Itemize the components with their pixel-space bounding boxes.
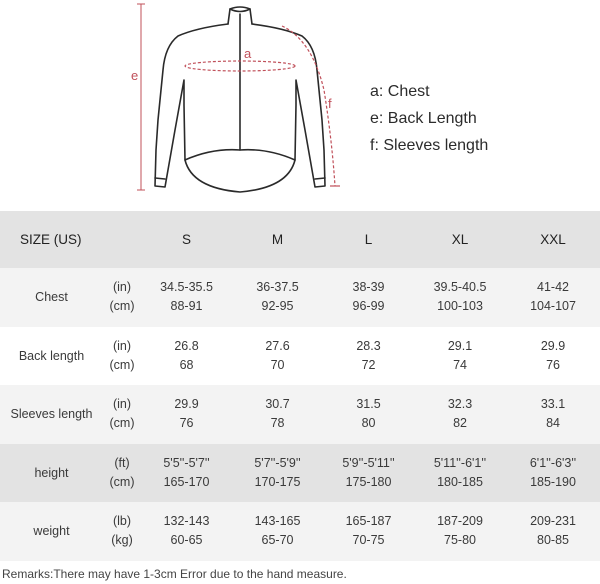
value-metric: 70-75 xyxy=(352,533,385,548)
label-e: e xyxy=(131,68,139,83)
row-label: Sleeves length xyxy=(10,407,93,422)
value-metric: 78 xyxy=(270,416,285,431)
table-row xyxy=(0,444,600,503)
value-primary-unit: 36-37.5 xyxy=(256,280,299,295)
size-cell xyxy=(506,327,600,386)
value-metric: 74 xyxy=(453,357,467,372)
value-primary-unit: 29.9 xyxy=(174,397,199,412)
value-primary-unit: 209-231 xyxy=(530,514,576,529)
label-f: f xyxy=(328,96,332,111)
size-header-xxl: XXL xyxy=(540,232,566,247)
value-primary-unit: 29.9 xyxy=(540,338,566,353)
size-cell xyxy=(414,444,506,503)
size-header-l: L xyxy=(364,232,373,247)
size-cell xyxy=(141,502,232,561)
value-primary-unit: 143-165 xyxy=(254,514,301,529)
size-cell xyxy=(141,444,232,503)
unit-label: (cm) xyxy=(109,357,135,372)
value-metric: 100-103 xyxy=(437,299,483,314)
value-primary-unit: 28.3 xyxy=(356,338,381,353)
size-cell xyxy=(414,502,506,561)
unit-label: (ft) xyxy=(114,455,130,470)
value-primary-unit: 38-39 xyxy=(352,280,385,295)
value-primary-unit: 165-187 xyxy=(345,514,392,529)
value-metric: 84 xyxy=(546,416,560,431)
value-primary-unit: 5'11''-6'1'' xyxy=(433,455,487,470)
unit-label: (kg) xyxy=(111,533,133,548)
value-primary-unit: 27.6 xyxy=(265,338,290,353)
size-cell xyxy=(506,268,600,327)
value-primary-unit: 41-42 xyxy=(537,280,569,295)
row-label: Back length xyxy=(18,348,85,363)
size-header-xl: XL xyxy=(451,232,469,247)
value-metric: 180-185 xyxy=(437,474,483,489)
value-metric: 72 xyxy=(361,357,376,372)
size-cell xyxy=(414,327,506,386)
unit-label: (lb) xyxy=(112,514,132,529)
value-primary-unit: 32.3 xyxy=(447,397,473,412)
value-primary-unit: 5'9''-5'11'' xyxy=(342,455,395,470)
value-primary-unit: 5'5''-5'7'' xyxy=(163,455,210,470)
value-primary-unit: 187-209 xyxy=(437,514,483,529)
legend-back-length: e: Back Length xyxy=(370,110,477,127)
size-cell xyxy=(506,502,600,561)
unit-label: (in) xyxy=(112,397,132,412)
value-primary-unit: 34.5-35.5 xyxy=(160,280,213,295)
label-a: a xyxy=(244,46,252,61)
row-label: height xyxy=(34,465,69,480)
size-header-s: S xyxy=(182,232,192,247)
size-cell xyxy=(141,385,232,444)
value-metric: 75-80 xyxy=(444,533,476,548)
size-cell xyxy=(323,268,414,327)
value-metric: 60-65 xyxy=(170,533,203,548)
table-header-row xyxy=(0,211,600,268)
row-units xyxy=(103,268,141,327)
value-metric: 165-170 xyxy=(163,474,210,489)
value-primary-unit: 30.7 xyxy=(265,397,290,412)
value-primary-unit: 29.1 xyxy=(447,338,473,353)
value-metric: 76 xyxy=(546,357,560,372)
value-metric: 80 xyxy=(361,416,376,431)
row-units xyxy=(103,444,141,503)
value-metric: 185-190 xyxy=(530,474,576,489)
value-primary-unit: 26.8 xyxy=(174,338,199,353)
value-primary-unit: 31.5 xyxy=(356,397,381,412)
unit-label: (cm) xyxy=(109,416,135,431)
size-cell xyxy=(232,327,323,386)
value-metric: 88-91 xyxy=(170,299,203,314)
size-cell xyxy=(232,385,323,444)
size-cell xyxy=(141,268,232,327)
size-cell xyxy=(141,327,232,386)
row-units xyxy=(103,327,141,386)
size-cell xyxy=(323,327,414,386)
row-units xyxy=(103,502,141,561)
value-metric: 96-99 xyxy=(352,299,385,314)
value-metric: 82 xyxy=(453,416,467,431)
value-primary-unit: 33.1 xyxy=(540,397,566,412)
size-cell xyxy=(232,268,323,327)
row-units xyxy=(103,385,141,444)
unit-label: (in) xyxy=(112,338,132,353)
value-metric: 65-70 xyxy=(261,533,294,548)
size-cell xyxy=(506,385,600,444)
value-metric: 170-175 xyxy=(254,474,301,489)
size-cell xyxy=(323,444,414,503)
size-chart-table xyxy=(0,211,600,561)
size-cell xyxy=(232,444,323,503)
table-row xyxy=(0,385,600,444)
value-primary-unit: 6'1''-6'3'' xyxy=(529,455,577,470)
size-header-m: M xyxy=(271,232,284,247)
table-row xyxy=(0,327,600,386)
measurement-legend xyxy=(370,78,488,159)
value-metric: 68 xyxy=(179,357,194,372)
legend-chest: a: Chest xyxy=(370,83,430,100)
row-label: Chest xyxy=(35,290,68,305)
size-cell xyxy=(414,385,506,444)
value-metric: 92-95 xyxy=(261,299,294,314)
value-primary-unit: 39.5-40.5 xyxy=(433,280,487,295)
table-row xyxy=(0,268,600,327)
size-cell xyxy=(506,444,600,503)
size-cell xyxy=(323,502,414,561)
size-cell xyxy=(323,385,414,444)
size-cell xyxy=(232,502,323,561)
table-row xyxy=(0,502,600,561)
unit-label: (in) xyxy=(112,280,132,295)
size-header-label: SIZE (US) xyxy=(20,232,82,247)
row-label: weight xyxy=(33,524,70,539)
value-metric: 104-107 xyxy=(530,299,576,314)
unit-label: (cm) xyxy=(109,474,135,489)
jersey-diagram xyxy=(0,0,600,210)
value-metric: 80-85 xyxy=(537,533,569,548)
value-metric: 175-180 xyxy=(345,474,392,489)
legend-sleeves-length: f: Sleeves length xyxy=(370,137,489,154)
value-metric: 76 xyxy=(179,416,194,431)
value-metric: 70 xyxy=(270,357,285,372)
size-cell xyxy=(414,268,506,327)
value-primary-unit: 132-143 xyxy=(163,514,210,529)
value-primary-unit: 5'7''-5'9'' xyxy=(254,455,301,470)
unit-label: (cm) xyxy=(109,299,135,314)
remarks-note: Remarks:There may have 1-3cm Error due to the hand measure. xyxy=(2,567,347,581)
